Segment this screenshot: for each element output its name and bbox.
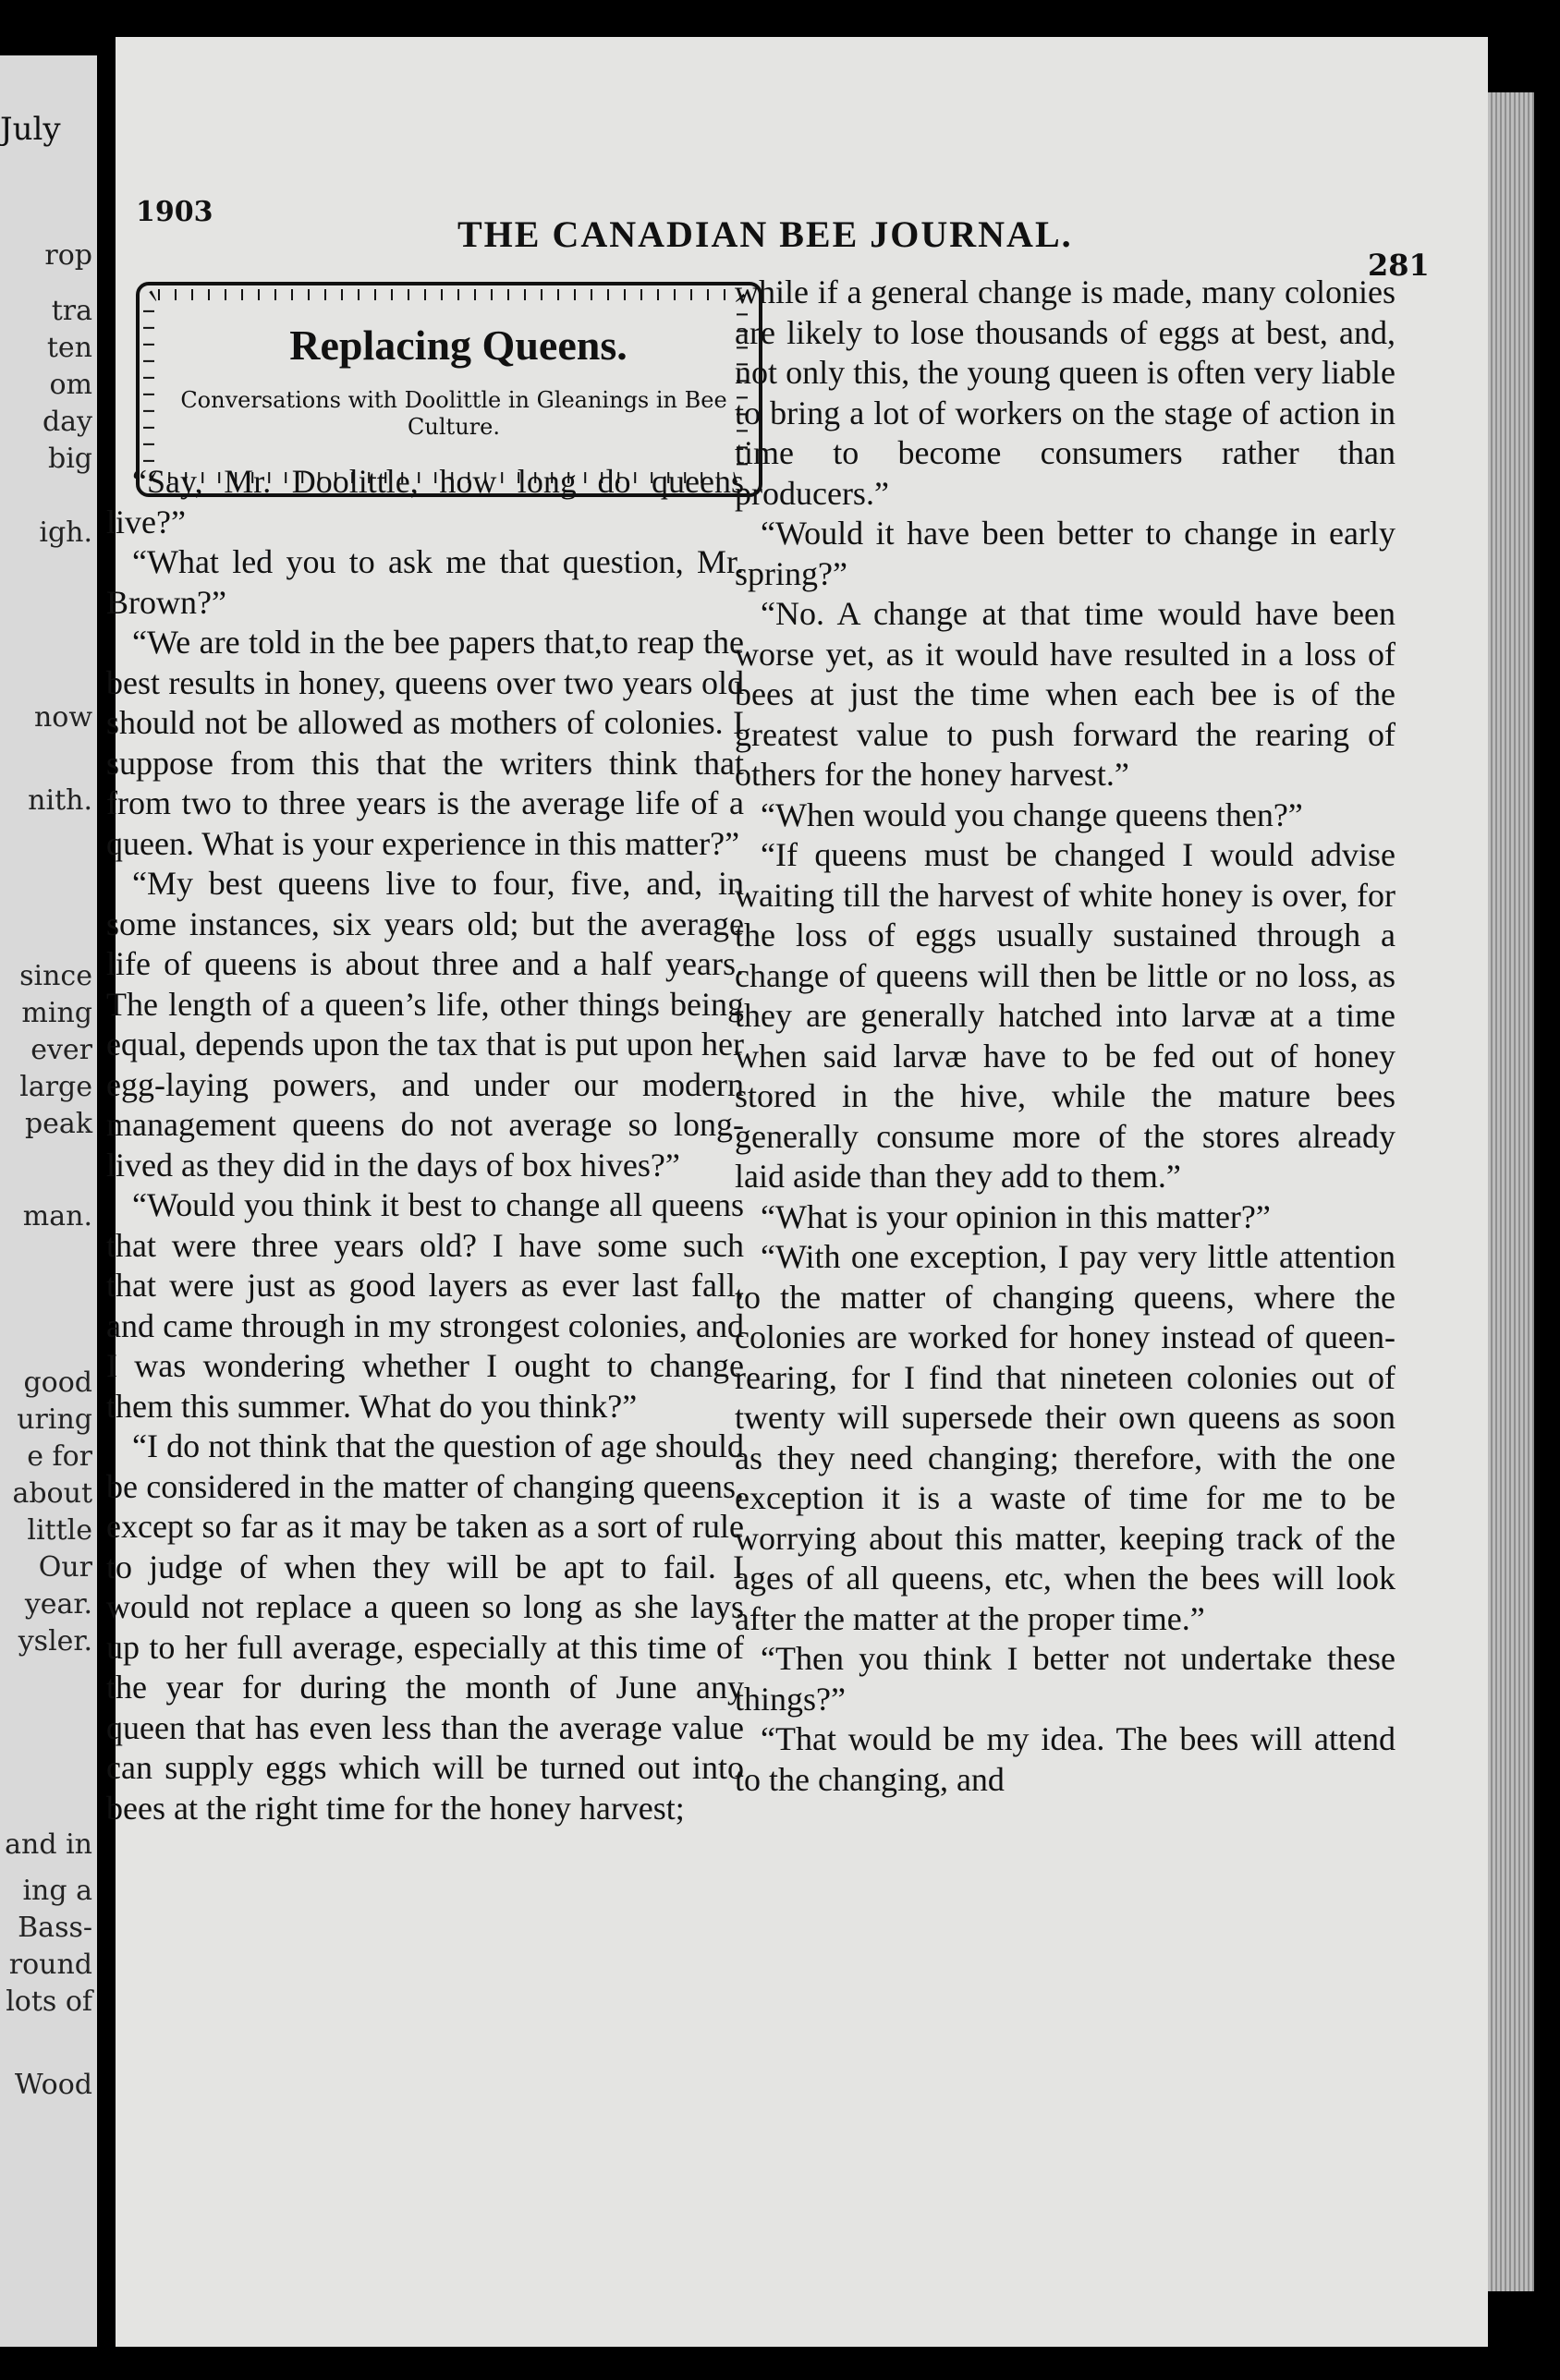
paragraph: “What led you to ask me that question, Mr. Brown?”	[106, 543, 744, 621]
facing-page-fragment: year.	[24, 1588, 92, 1621]
header-year: 1903	[136, 196, 213, 228]
paragraph: “No. A change at that time would have been worse yet, as it would have resulted in a loss of bees at just the time when each bee is of the greatest value to push forward the rearing of others for the honey harvest.”	[735, 595, 1395, 793]
paragraph: “Then you think I better not undertake these things?”	[735, 1640, 1395, 1718]
left-column	[106, 462, 744, 1828]
facing-page-month: July	[0, 111, 61, 148]
facing-page-fragment: day	[42, 406, 92, 438]
facing-page-fragment: om	[49, 369, 92, 401]
facing-page-fragment: rop	[44, 239, 92, 272]
article-heading: Replacing Queens.	[289, 322, 628, 369]
journal-page	[106, 37, 1488, 2347]
facing-page-fragment: now	[33, 701, 92, 734]
paragraph: “That would be my idea. The bees will attend to the changing, and	[735, 1720, 1395, 1798]
article-subheading: Conversations with Doolittle in Gleanings in Bee Culture.	[180, 387, 727, 440]
header-page-number: 281	[1368, 248, 1430, 283]
paragraph: “Would you think it best to change all queens that were three years old? I have some such that were just as good layers as ever last fall, and came through in my strongest colonies, and I was wondering whether I ought to change them this summer. What do you think?”	[106, 1186, 744, 1425]
facing-page-fragment: round	[8, 1949, 92, 1981]
facing-page-fragment: ing a	[22, 1875, 92, 1907]
paragraph: “What is your opinion in this matter?”	[761, 1197, 1271, 1235]
facing-page-fragment: Our	[38, 1551, 92, 1584]
facing-page-fragment: since	[19, 960, 92, 992]
facing-page-fragment: Wood	[14, 2069, 92, 2101]
facing-page-fragment: Bass-	[18, 1912, 92, 1944]
facing-page-fragment: man.	[22, 1200, 92, 1232]
facing-page-edge	[0, 55, 97, 2347]
paragraph: “I do not think that the question of age should be considered in the matter of changing queens, except so far as it may be taken as a sort of rule to judge of when they will be apt to fail. I would not replace a queen so long as she lays up to her full average, especially at this time of the year for during the month of June any queen that has even less than the average value can supply eggs which will be turned out into bees at the right time for the honey harvest;	[106, 1427, 744, 1827]
facing-page-fragment: uring	[17, 1403, 92, 1436]
facing-page-fragment: big	[47, 443, 92, 475]
facing-page-fragment: and in	[5, 1828, 92, 1861]
facing-page-fragment: lots of	[6, 1985, 92, 2018]
header-journal-title: THE CANADIAN BEE JOURNAL.	[457, 213, 1073, 255]
right-column	[735, 273, 1395, 1800]
page-stack-edge	[1488, 92, 1534, 2291]
facing-page-fragment: tra	[51, 295, 92, 327]
facing-page-fragment: ming	[21, 997, 92, 1029]
facing-page-fragment: good	[23, 1366, 92, 1399]
running-header	[116, 148, 1488, 283]
paragraph: “When would you change queens then?”	[761, 795, 1303, 833]
paragraph: “Say, Mr. Doolittle, how long do queens live?”	[106, 463, 744, 540]
facing-page-fragment: about	[12, 1477, 92, 1510]
paragraph: “With one exception, I pay very little attention to the matter of changing queens, where the colonies are worked for honey instead of queen-rearing, for I find that nineteen colonies out of twenty will supersede their own queens as soon as they need changing; therefore, with the one exception it is a waste of time for me to be worrying about this matter, keeping track of the ages of all queens, etc, when the bees will look after the matter at the proper time.”	[735, 1238, 1395, 1637]
facing-page-fragment: peak	[24, 1108, 92, 1140]
facing-page-fragment: igh.	[39, 516, 92, 549]
paragraph: “Would it have been better to change in early spring?”	[735, 515, 1395, 592]
facing-page-fragment: little	[27, 1514, 92, 1547]
paragraph: “We are told in the bee papers that,to reap the best results in honey, queens over two years old should not be allowed as mothers of colonies. I suppose from this that the writers think that from two to three years is the average life of a queen. What is your experience in this matter?”	[106, 624, 744, 862]
paragraph: while if a general change is made, many colonies are likely to lose thousands of eggs at best, and, not only this, the young queen is often very liable to bring a lot of workers on the stage of action in time to become consumers rather than producers.”	[735, 273, 1395, 512]
paragraph: “If queens must be changed I would advise waiting till the harvest of white honey is over, for the loss of eggs usually sustained through a change of queens will then be little or no loss, as they are generally hatched into larvæ at a time when said larvæ have to be fed out of honey stored in the hive, while the mature bees generally consume more of the stores already laid aside than they add to them.”	[735, 836, 1395, 1195]
facing-page-fragment: e for	[27, 1440, 92, 1473]
facing-page-fragment: ever	[30, 1034, 92, 1066]
facing-page-fragment: large	[19, 1071, 92, 1103]
facing-page-fragment: ysler.	[18, 1625, 92, 1658]
facing-page-fragment: nith.	[28, 784, 92, 817]
facing-page-fragment: ten	[46, 332, 92, 364]
paragraph: “My best queens live to four, five, and, in some instances, six years old; but the average life of queens is about three and a half years. The length of a queen’s life, other things being equal, depends upon the tax that is put upon her egg-laying powers, and under our modern management queens do not average so long-lived as they did in the days of box hives?”	[106, 865, 744, 1184]
